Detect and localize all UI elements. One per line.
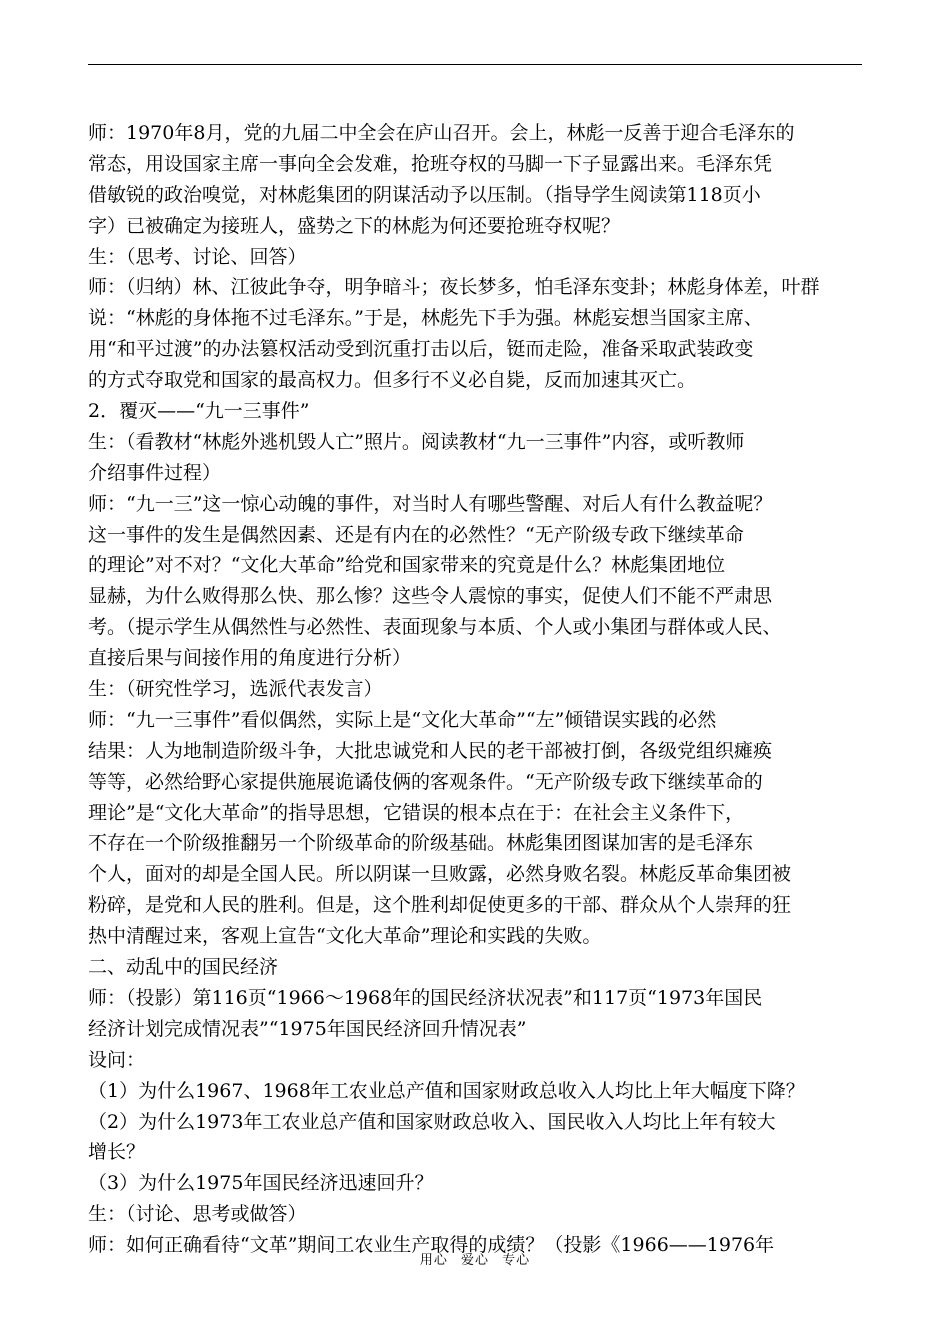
text-line: 用“和平过渡”的办法篡权活动受到沉重打击以后，铤而走险，准备采取武装政变 — [88, 338, 754, 361]
text-line: 的理论”对不对？“文化大革命”给党和国家带来的究竟是什么？林彪集团地位 — [88, 554, 726, 577]
text-line: 说：“林彪的身体拖不过毛泽东。”于是，林彪先下手为强。林彪妄想当国家主席、 — [88, 307, 763, 330]
text-line: 师：“九一三事件”看似偶然，实际上是“文化大革命”“左”倾错误实践的必然 — [88, 708, 717, 731]
text-line: 显赫，为什么败得那么快、那么惨？这些令人震惊的事实，促使人们不能不严肃思 — [88, 585, 773, 608]
text-line: 师：（归纳）林、江彼此争夺，明争暗斗；夜长梦多，怕毛泽东变卦；林彪身体差，叶群 — [88, 276, 820, 299]
text-line: 个人，面对的却是全国人民。所以阴谋一旦败露，必然身败名裂。林彪反革命集团被 — [88, 863, 792, 886]
text-line: 不存在一个阶级推翻另一个阶级革命的阶级基础。林彪集团图谋加害的是毛泽东 — [88, 832, 754, 855]
text-line: 这一事件的发生是偶然因素、还是有内在的必然性？“无产阶级专政下继续革命 — [88, 523, 744, 546]
text-line: 设问： — [88, 1048, 146, 1071]
text-line: 等等，必然给野心家提供施展诡谲伎俩的客观条件。“无产阶级专政下继续革命的 — [88, 770, 763, 793]
section-heading: 2．覆灭——“九一三事件” — [88, 400, 310, 423]
text-line: 师：“九一三”这一惊心动魄的事件，对当时人有哪些警醒、对后人有什么教益呢？ — [88, 492, 773, 515]
text-line: 师：如何正确看待“文革”期间工农业生产取得的成绩？（投影《1966——1976年 — [88, 1234, 775, 1257]
text-line: 师：1970年8月，党的九届二中全会在庐山召开。会上，林彪一反善于迎合毛泽东的 — [88, 122, 795, 144]
text-line: 经济计划完成情况表”“1975年国民经济回升情况表” — [88, 1017, 527, 1040]
text-line: 的方式夺取党和国家的最高权力。但多行不义必自毙，反而加速其灭亡。 — [88, 369, 697, 392]
page-footer: 用心 爱心 专心 — [419, 1253, 531, 1268]
question-line: 增长？ — [88, 1141, 146, 1164]
text-line: 生：（研究性学习，选派代表发言） — [88, 678, 383, 701]
header-rule — [88, 64, 862, 65]
question-line: （2）为什么1973年工农业总产值和国家财政总收入、国民收入人均比上年有较大 — [88, 1110, 776, 1133]
text-line: 粉碎，是党和人民的胜利。但是，这个胜利却促使更多的干部、群众从个人崇拜的狂 — [88, 894, 792, 917]
document-body — [88, 118, 878, 1261]
text-line: 直接后果与间接作用的角度进行分析） — [88, 647, 412, 670]
text-line: 考。（提示学生从偶然性与必然性、表面现象与本质、个人或小集团与群体或人民、 — [88, 616, 782, 639]
text-line: 理论”是“文化大革命”的指导思想，它错误的根本点在于：在社会主义条件下， — [88, 801, 745, 824]
text-line: 结果：人为地制造阶级斗争，大批忠诚党和人民的老干部被打倒，各级党组织瘫痪 — [88, 739, 773, 762]
question-line: （1）为什么1967、1968年工农业总产值和国家财政总收入人均比上年大幅度下降？ — [88, 1079, 805, 1102]
text-line: 介绍事件过程） — [88, 461, 222, 484]
question-line: （3）为什么1975年国民经济迅速回升？ — [88, 1172, 434, 1195]
text-line: 热中清醒过来，客观上宣告“文化大革命”理论和实践的失败。 — [88, 925, 602, 948]
text-line: 师：（投影）第116页“1966～1968年的国民经济状况表”和117页“1973年国民 — [88, 986, 763, 1009]
text-line: 借敏锐的政治嗅觉，对林彪集团的阴谋活动予以压制。（指导学生阅读第118页小 — [88, 183, 761, 206]
section-heading: 二、动乱中的国民经济 — [88, 956, 279, 979]
text-line: 生：（看教材“林彪外逃机毁人亡”照片。阅读教材“九一三事件”内容，或听教师 — [88, 430, 745, 453]
text-line: 字）已被确定为接班人，盛势之下的林彪为何还要抢班夺权呢？ — [88, 214, 621, 237]
text-line: 生：（讨论、思考或做答） — [88, 1203, 307, 1226]
text-line: 生：（思考、讨论、回答） — [88, 245, 307, 268]
text-line: 常态，用设国家主席一事向全会发难，抢班夺权的马脚一下子显露出来。毛泽东凭 — [88, 152, 773, 175]
